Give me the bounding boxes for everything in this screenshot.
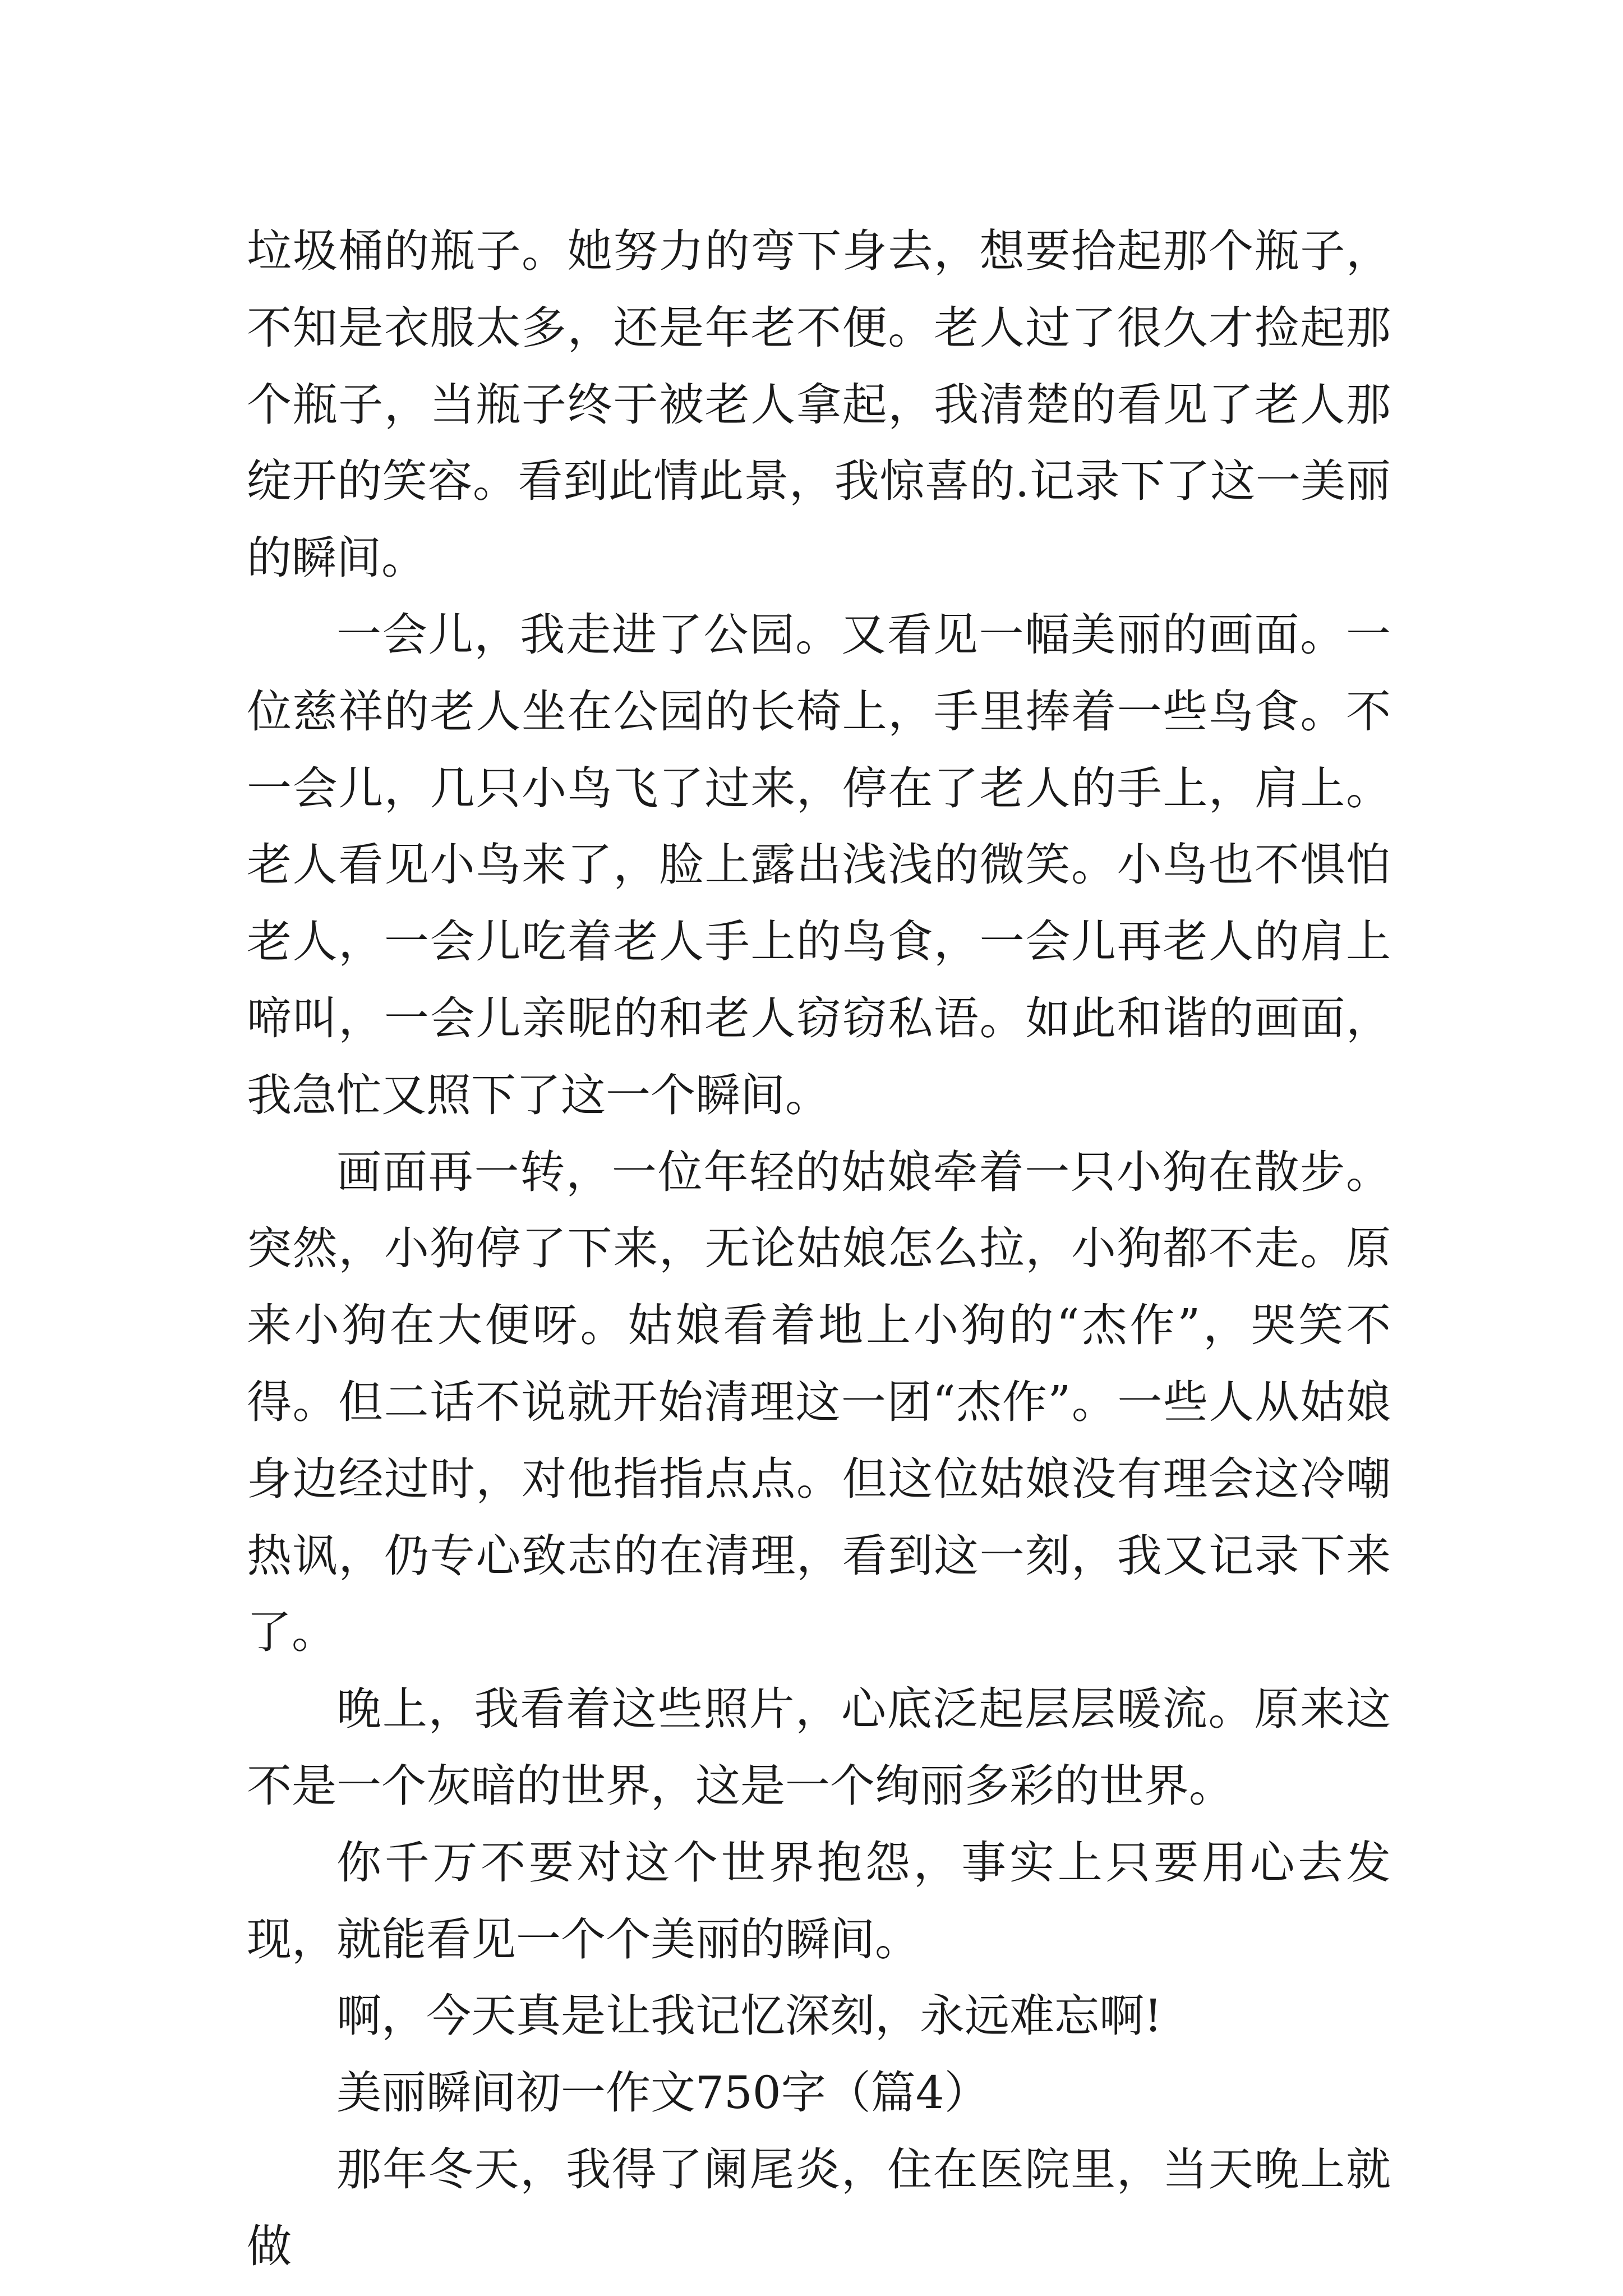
paragraph-girl-dog: 画面再一转，一位年轻的姑娘牵着一只小狗在散步。突然，小狗停了下来，无论姑娘怎么拉，小狗都不走。原来小狗在大便呀。姑娘看着地上小狗的“杰作”，哭笑不得。但二话不说就开始清理这一团“杰作”。一些人从姑娘身边经过时，对他指指点点。但这位姑娘没有理会这冷嘲热讽，仍专心致志的在清理，看到这一刻，我又记录下来了。 [247, 1145, 1391, 1659]
paragraph-winter: 那年冬天，我得了阑尾炎，住在医院里，当天晚上就做 [247, 2143, 1391, 2272]
document-body [247, 213, 1391, 2285]
essay-heading: 美丽瞬间初一作文750字（篇4） [336, 2067, 989, 2119]
paragraph-exclaim: 啊，今天真是让我记忆深刻，永远难忘啊! [336, 1990, 1163, 2042]
paragraph-continued: 垃圾桶的瓶子。她努力的弯下身去，想要拾起那个瓶子，不知是衣服太多，还是年老不便。老人过了很久才捡起那个瓶子，当瓶子终于被老人拿起，我清楚的看见了老人那绽开的笑容。看到此情此景，我惊喜的.记录下了这一美丽的瞬间。 [247, 225, 1391, 585]
paragraph-advice: 你千万不要对这个世界抱怨，事实上只要用心去发现，就能看见一个个美丽的瞬间。 [247, 1836, 1391, 1966]
paragraph-park: 一会儿，我走进了公园。又看见一幅美丽的画面。一位慈祥的老人坐在公园的长椅上，手里捧着一些鸟食。不一会儿，几只小鸟飞了过来，停在了老人的手上，肩上。老人看见小鸟来了，脸上露出浅浅的微笑。小鸟也不惧怕老人，一会儿吃着老人手上的鸟食，一会儿再老人的肩上啼叫，一会儿亲昵的和老人窃窃私语。如此和谐的画面，我急忙又照下了这一个瞬间。 [247, 608, 1391, 1121]
paragraph-evening: 晚上，我看着这些照片，心底泛起层层暖流。原来这不是一个灰暗的世界，这是一个绚丽多彩的世界。 [247, 1683, 1391, 1812]
